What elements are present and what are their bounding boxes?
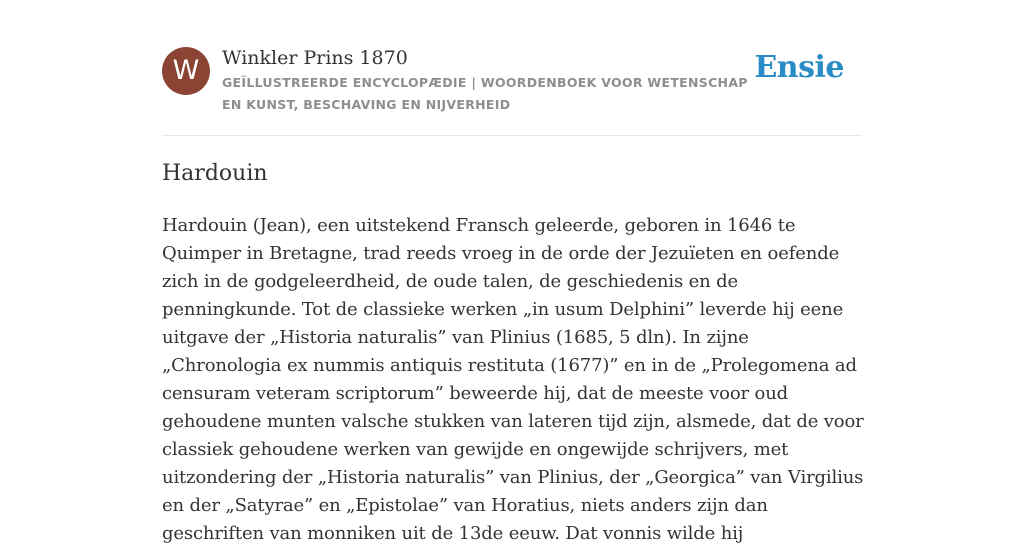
entry-title: Hardouin (162, 161, 268, 186)
header-divider (162, 135, 862, 136)
source-title[interactable]: Winkler Prins 1870 (222, 47, 408, 69)
brand-logo[interactable]: Ensie (754, 50, 844, 85)
entry-body: Hardouin (Jean), een uitstekend Fransch geleerde, geboren in 1646 te Quimper in Bretagne, trad reeds vroeg in de orde der Jezuïeten en oefende zich in de godgeleerdheid, de oude talen, de geschiedenis en de penningkunde. Tot de classieke werken „in usum Delphini” leverde hij eene uitgave der „Historia naturalis” van Plinius (1685, 5 dln). In zijne „Chronologia ex nummis antiquis restituta (1677)” en in de „Prolegomena ad censuram veteram scriptorum” beweerde hij, dat de meeste voor oud gehoudene munten valsche stukken van lateren tijd zijn, alsmede, dat de voor classiek gehoudene werken van gewijde en ongewijde schrijvers, met uitzondering der „Historia naturalis” van Plinius, der „Georgica” van Virgilius en der „Satyrae” en „Epistolae” van Horatius, niets anders zijn dan geschriften van monniken uit de 13de eeuw. Dat vonnis wilde hij (162, 215, 864, 544)
source-subtitle: GEÏLLUSTREERDE ENCYCLOPÆDIE | WOORDENBOEK VOOR WETENSCHAP EN KUNST, BESCHAVING EN NIJVERHEID (222, 75, 748, 112)
source-avatar[interactable]: W (162, 47, 210, 95)
site-header (162, 46, 862, 116)
